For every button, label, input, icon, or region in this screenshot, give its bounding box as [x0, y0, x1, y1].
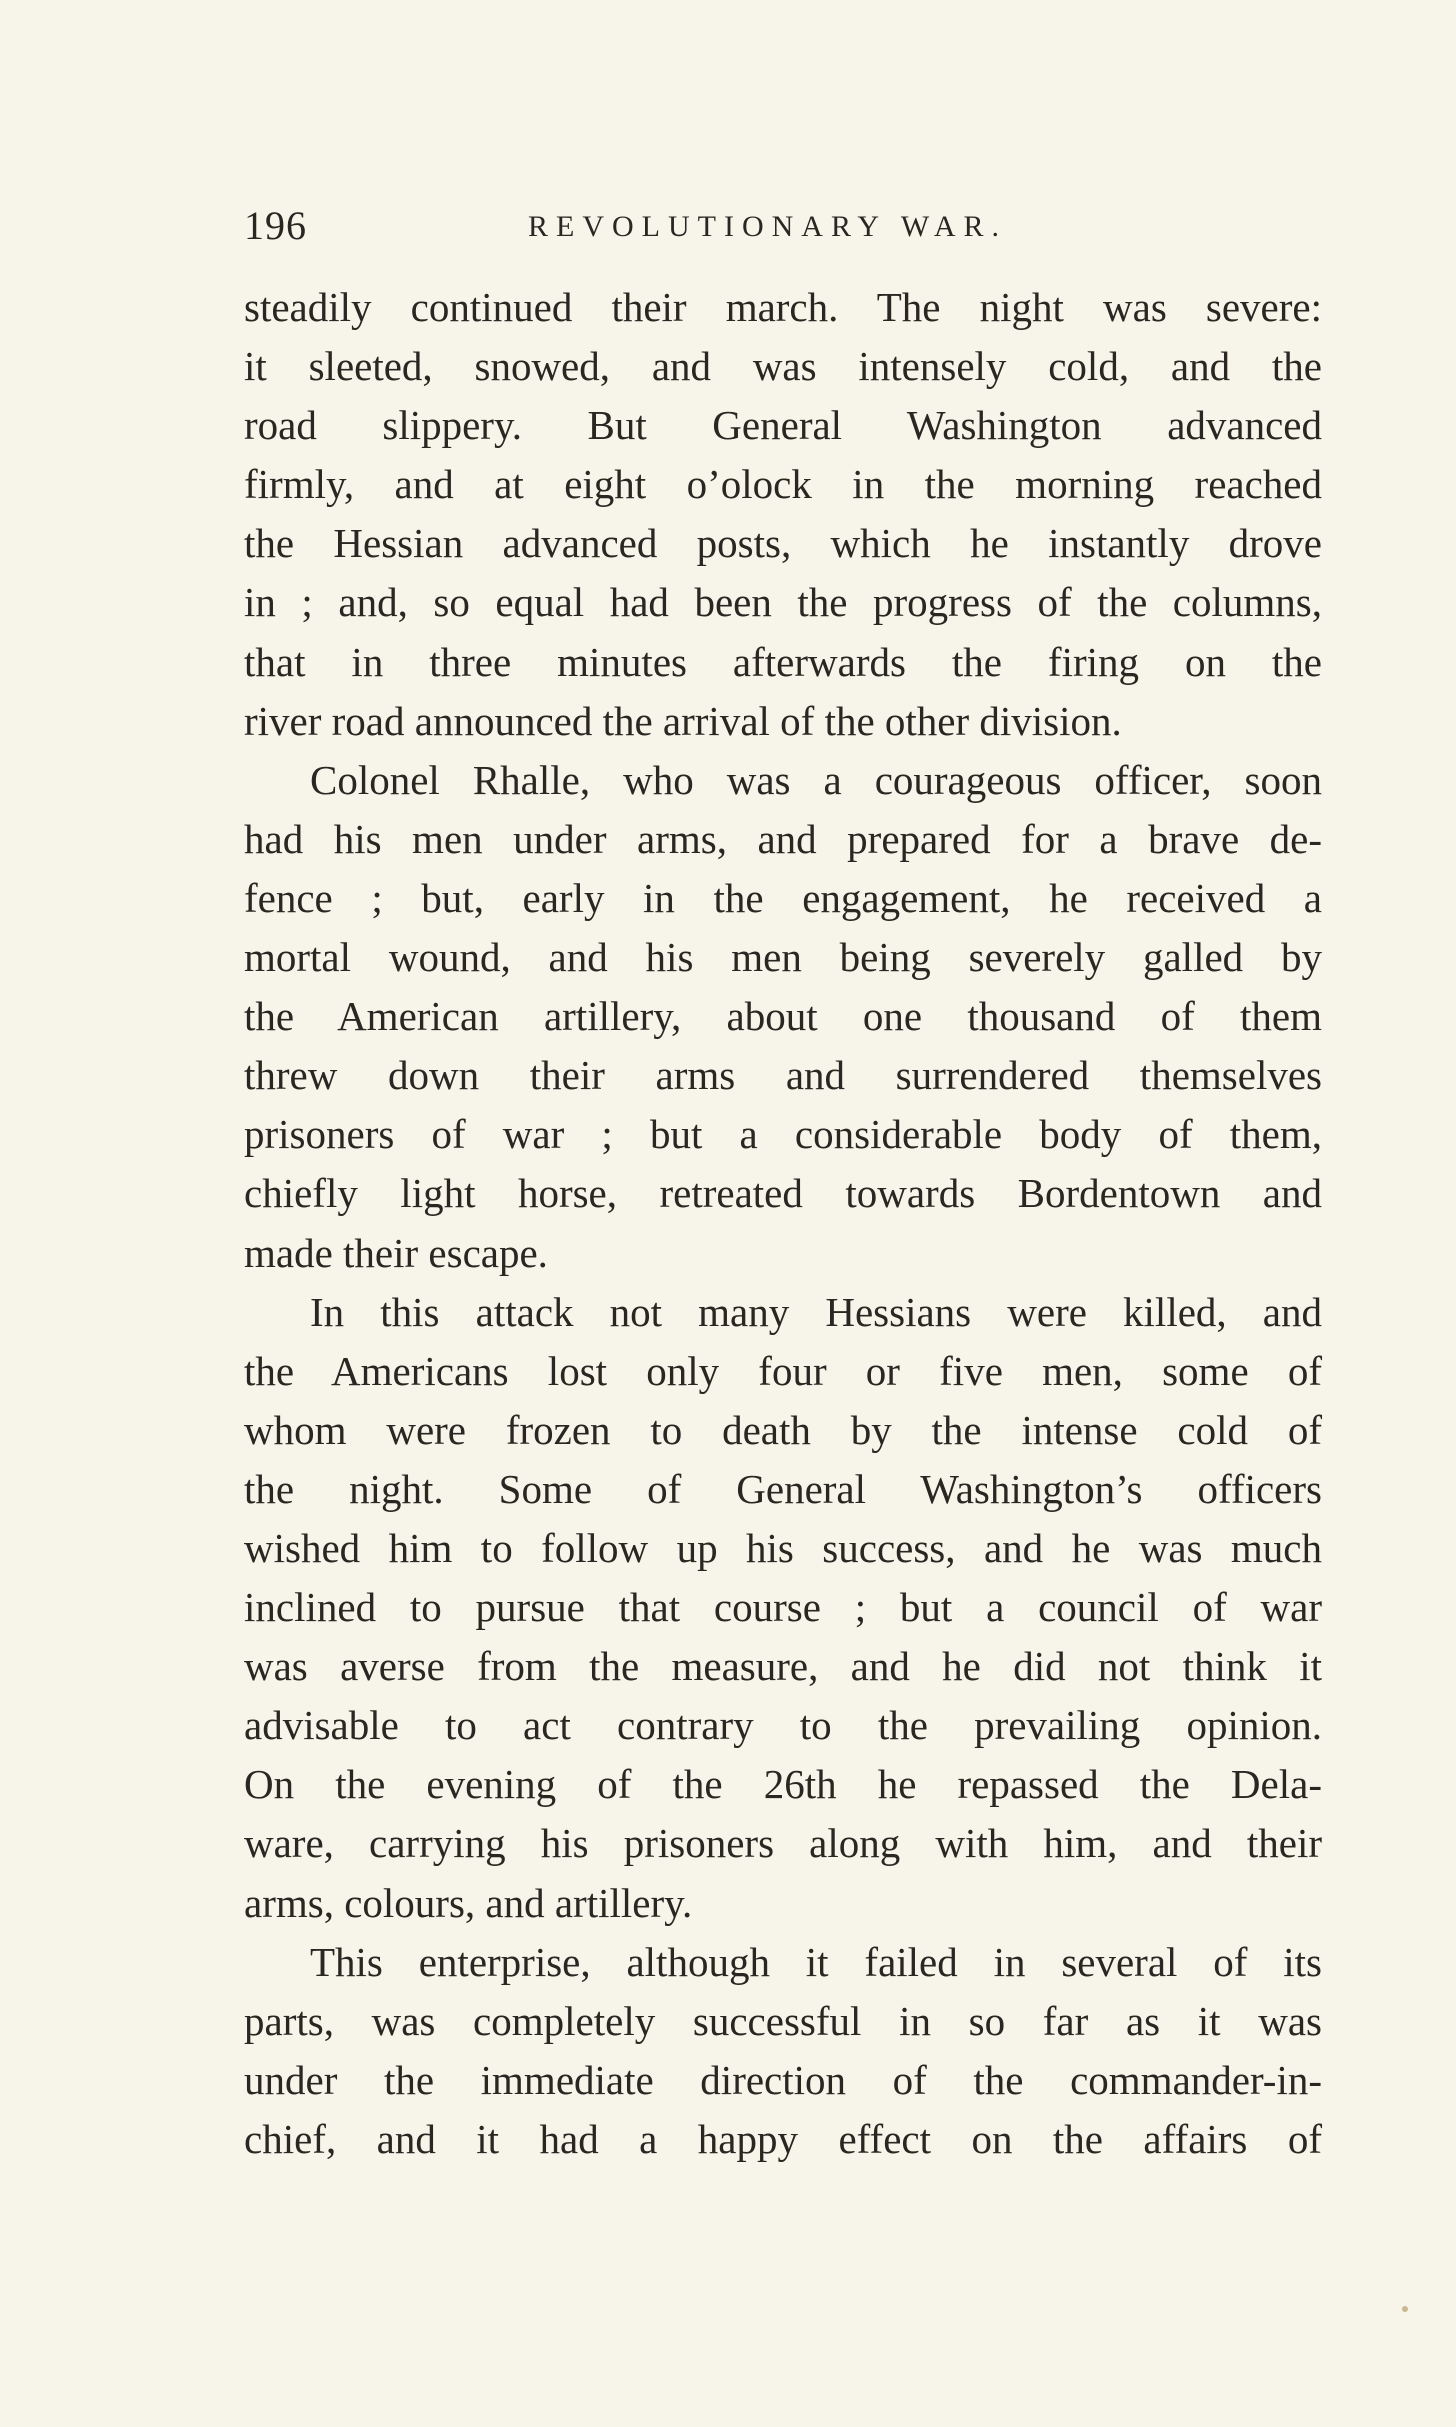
text-line: chiefly light horse, retreated towards Bordentown and [244, 1170, 1322, 1217]
text-line: wished him to follow up his success, and he was much [244, 1524, 1322, 1571]
paragraph-start-line: In this attack not many Hessians were killed, and [310, 1288, 1322, 1335]
text-line: mortal wound, and his men being severely galled by [244, 934, 1322, 981]
text-line: threw down their arms and surrendered themselves [244, 1052, 1322, 1099]
running-head [244, 196, 1294, 256]
text-line: steadily continued their march. The night was severe: [244, 284, 1322, 330]
text-line: that in three minutes afterwards the firing on the [244, 638, 1322, 685]
text-line: made their escape. [244, 1229, 548, 1276]
text-line: the night. Some of General Washington’s officers [244, 1465, 1322, 1512]
text-line: prisoners of war ; but a considerable body of them, [244, 1111, 1322, 1158]
text-line: it sleeted, snowed, and was intensely cold, and the [244, 343, 1322, 390]
text-line: On the evening of the 26th he repassed the Dela- [244, 1761, 1322, 1808]
text-line: advisable to act contrary to the prevailing opinion. [244, 1702, 1322, 1749]
text-line: inclined to pursue that course ; but a council of war [244, 1584, 1322, 1631]
text-line: the American artillery, about one thousand of them [244, 993, 1322, 1040]
running-title: REVOLUTIONARY WAR. [528, 210, 1007, 243]
text-line: was averse from the measure, and he did not think it [244, 1643, 1322, 1690]
text-line: under the immediate direction of the commander-in- [244, 2056, 1322, 2103]
text-line: had his men under arms, and prepared for a brave de- [244, 815, 1322, 862]
text-line: in ; and, so equal had been the progress of the columns, [244, 579, 1322, 626]
text-line: chief, and it had a happy effect on the affairs of [244, 2115, 1322, 2162]
text-line: the Hessian advanced posts, which he instantly drove [244, 520, 1322, 567]
text-line: road slippery. But General Washington advanced [244, 402, 1322, 449]
paper-spot [1402, 2306, 1408, 2312]
body-text [244, 278, 1322, 2169]
text-line: fence ; but, early in the engagement, he received a [244, 874, 1322, 921]
paragraph-start-line: Colonel Rhalle, who was a courageous officer, soon [310, 756, 1322, 803]
text-line: river road announced the arrival of the other division. [244, 697, 1122, 744]
text-line: whom were frozen to death by the intense cold of [244, 1406, 1322, 1453]
paragraph-start-line: This enterprise, although it failed in several of its [310, 1938, 1322, 1985]
text-line: parts, was completely successful in so far as it was [244, 1997, 1322, 2044]
text-line: ware, carrying his prisoners along with him, and their [244, 1820, 1322, 1867]
text-line: the Americans lost only four or five men, some of [244, 1347, 1322, 1394]
page-number: 196 [244, 203, 307, 248]
text-line: arms, colours, and artillery. [244, 1879, 693, 1926]
text-line: firmly, and at eight o’olock in the morning reached [244, 461, 1322, 508]
